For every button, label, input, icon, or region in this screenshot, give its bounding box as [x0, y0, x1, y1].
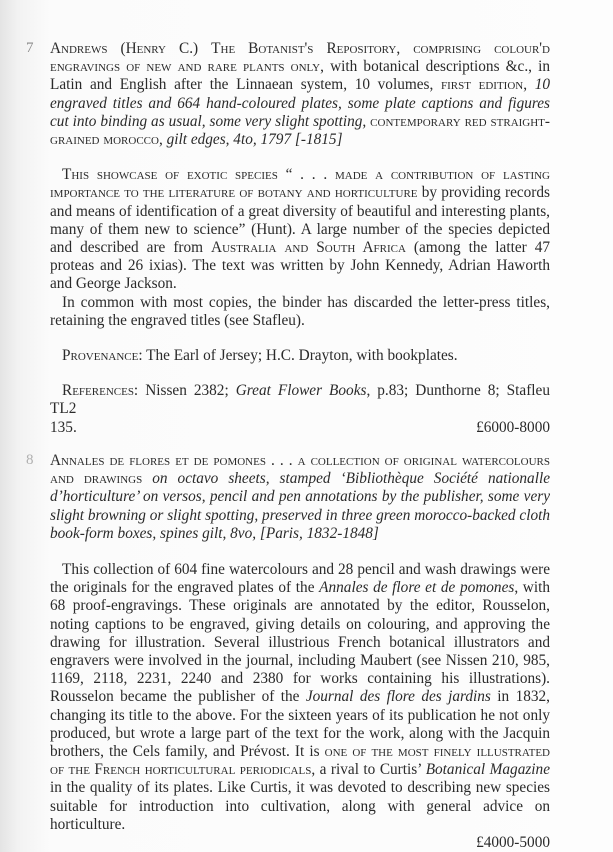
body-title: Annales de flore et de pomones [319, 579, 515, 597]
edition: first edition, [441, 76, 528, 94]
lot-body [50, 166, 550, 293]
imprint: gilt edges, 4to, 1797 [-1815] [166, 131, 343, 149]
book-title: Annales de flores et de pomones . . . a collection of original watercolours and drawings [50, 452, 550, 488]
provenance [50, 347, 550, 365]
book-subtitle: comprising colour'd engravings of new and rare plants only, [50, 40, 550, 76]
lot-number: 8 [26, 452, 34, 468]
references-title: Great Flower Books [235, 382, 367, 400]
body-emphasis: one of the most finely illustrated of the French horticultural periodicals [50, 743, 550, 779]
references-end [50, 419, 550, 437]
references-text: 135. [50, 418, 77, 436]
references-text: , p.83; Dunthorne 8; Stafleu TL2 [50, 382, 550, 418]
provenance-text: The Earl of Jersey; H.C. Drayton, with bookplates. [146, 347, 458, 365]
plates-description: 10 engraved titles and 664 hand-coloured plates, some plate captions and figures cut into binding as usual, some very slight spotting, [50, 76, 551, 130]
estimate: £4000-5000 [476, 834, 550, 852]
description: with botanical descriptions &c., in Latin and English after the Linnaean system, 10 volumes, [50, 58, 551, 94]
body-text: (among the latter 47 proteas and 26 ixias). The text was written by John Kennedy, Adrian Haworth and George Jackson. [50, 239, 551, 293]
body-quote: “ . . . made a contribution of lasting importance to the literature of botany and horticulture [50, 166, 550, 202]
estimate: £6000-8000 [476, 418, 550, 436]
lot-heading [50, 452, 550, 543]
body-title: Botanical Magazine [425, 761, 550, 779]
lot-body [50, 561, 550, 852]
lot-heading [50, 40, 550, 149]
lot-entry [26, 452, 551, 852]
book-title: The Botanist's Repository, [211, 40, 401, 57]
author: Andrews (Henry C.) [50, 40, 199, 57]
references [50, 382, 550, 418]
body-lead: This showcase of exotic species [62, 166, 278, 184]
body-text: in 1832, changing its title to the above. For the sixteen years of its publication he not only produced, but wrote a large part of the text for the work, along with the Jacquin brothers, the Cels family, and Prévost. It is [50, 688, 550, 761]
references-text: Nissen 2382; [145, 382, 229, 400]
body-regions: Australia and South Africa [211, 239, 406, 257]
imprint: [Paris, 1832-1848] [259, 524, 379, 542]
description: on octavo sheets, stamped ‘Bibliothèque Société nationalle d’horticulture’ on versos, pencil and pen annotations by the publisher, some very slight browning or slight spotting, preserved in three green morocco-backed cloth book-form boxes, spines gilt, 8vo, [50, 470, 550, 542]
body-text: , a rival to Curtis’ [311, 761, 422, 779]
lot-body-2: In common with most copies, the binder has discarded the letter-press titles, retaining the engraved titles (see Stafleu). [50, 293, 550, 329]
body-text: by providing records and means of identification of a great diversity of beautiful and interesting plants, many of them new to science” (Hunt). A large number of the species depicted and described are from [50, 184, 551, 257]
references-label: References: [62, 382, 139, 400]
binding: contemporary red straight-grained morocco, [50, 112, 550, 149]
body-title: Journal des flore des jardins [305, 688, 491, 706]
body-text: This collection of 604 fine watercolours and 28 pencil and wash drawings were the originals for the engraved plates of the [50, 561, 550, 597]
provenance-label: Provenance: [62, 347, 143, 365]
lot-entry [26, 40, 551, 437]
lot-number: 7 [26, 40, 34, 56]
body-text: in the quality of its plates. Like Curtis, it was devoted to describing new species suitable for introduction into cultivation, along with general advice on horticulture. [50, 779, 550, 833]
body-text: , with 68 proof-engravings. These originals are annotated by the editor, Rousselon, noting captions to be engraved, giving details on colouring, and approving the drawing for illustration. Several illustrious French botanical illustrators and engravers were involved in the journal, including Maubert (see Nissen 210, 985, 1169, 2118, 2231, 2240 and 2380 for works containing his illustrations). Rousselon became the publisher of the [50, 579, 551, 706]
